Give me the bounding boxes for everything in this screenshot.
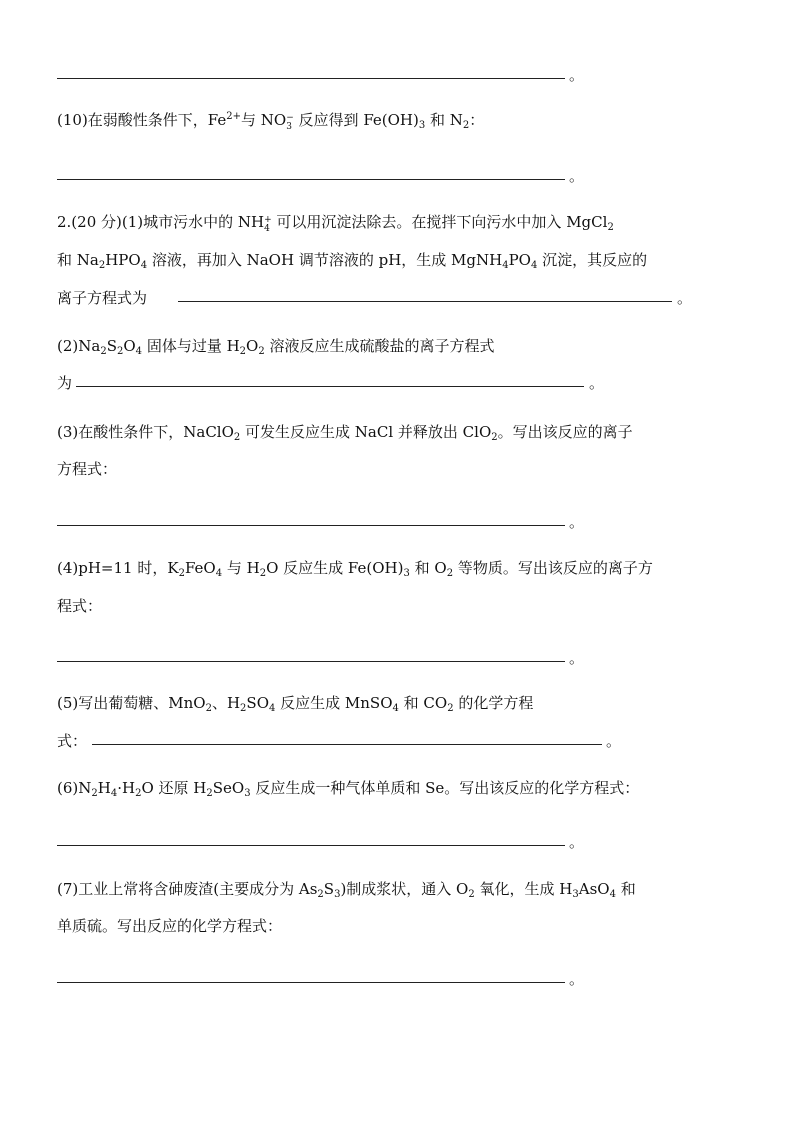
question-2-2: $(2)Na_2S_2O_4$ 固体与过量 $H_2O_2$ 溶液反应生成硫酸盐的离子方程式	[57, 337, 495, 357]
answer-period: 。	[569, 66, 585, 84]
answer-line-q2-1[interactable]	[178, 301, 672, 302]
question-2-7-line2: 单质硫。写出反应的化学方程式：	[57, 917, 283, 935]
question-2-1: 2.(20 分)(1)城市污水中的 NH + 4 可以用沉淀法除去。在搅拌下向污水中加入 MgCl$_2$	[57, 213, 614, 234]
ammonium-ion: + 4	[264, 215, 272, 234]
answer-line-q10[interactable]	[57, 179, 565, 180]
question-2-1-line2: 和 $Na_2HPO_4$ 溶液，再加入 NaOH 调节溶液的 pH，生成 $MgNH_4PO_4$ 沉淀，其反应的	[57, 251, 648, 271]
answer-period: 。	[589, 374, 605, 392]
answer-line-q2-4[interactable]	[57, 661, 565, 662]
question-2-4: (4)pH=11 时，$K_2FeO_4$ 与 $H_2O$ 反应生成 $Fe(OH)_3$ 和 $O_2$ 等物质。写出该反应的离子方	[57, 559, 653, 579]
question-header: 2.(20 分)(1)	[57, 213, 144, 231]
nitrate-ion: O − 3	[273, 111, 294, 132]
answer-period: 。	[569, 167, 585, 185]
answer-period: 。	[569, 833, 585, 851]
answer-period: 。	[569, 970, 585, 988]
answer-period: 。	[569, 649, 585, 667]
answer-line-q2-5[interactable]	[92, 744, 602, 745]
answer-line-q2-6[interactable]	[57, 845, 565, 846]
question-2-2-line2: 为	[57, 374, 73, 392]
answer-line-q2-3[interactable]	[57, 525, 565, 526]
question-2-5-line2: 式：	[57, 732, 88, 750]
question-2-3: (3)在酸性条件下，NaClO$_2$ 可发生反应生成 NaCl 并释放出 ClO$_2$。写出该反应的离子	[57, 423, 633, 443]
question-2-4-line2: 程式：	[57, 597, 103, 615]
question-2-5: (5)写出葡萄糖、MnO$_2$、$H_2SO_4$ 反应生成 MnSO$_4$ 和 $CO_2$ 的化学方程	[57, 694, 534, 714]
question-2-1-line3: 离子方程式为	[57, 289, 148, 307]
answer-line-q9[interactable]	[57, 78, 565, 79]
question-10: (10)在弱酸性条件下，$Fe^{2+}$与 NO − 3 反应得到 $Fe(OH)_3$ 和 $N_2$：	[57, 111, 485, 132]
question-2-3-line2: 方程式：	[57, 460, 118, 478]
question-number: (10)	[57, 111, 88, 129]
answer-period: 。	[677, 289, 693, 307]
answer-period: 。	[606, 732, 622, 750]
question-2-6: $(6)N_2H_4\cdot H_2O$ 还原 $H_2SeO_3$ 反应生成一种气体单质和 Se。写出该反应的化学方程式：	[57, 779, 640, 799]
answer-line-q2-2[interactable]	[76, 386, 584, 387]
answer-line-q2-7[interactable]	[57, 982, 565, 983]
answer-period: 。	[569, 513, 585, 531]
question-2-7: (7)工业上常将含砷废渣(主要成分为 $As_2S_3$)制成浆状，通入 $O_2$ 氧化，生成 $H_3AsO_4$ 和	[57, 880, 636, 900]
